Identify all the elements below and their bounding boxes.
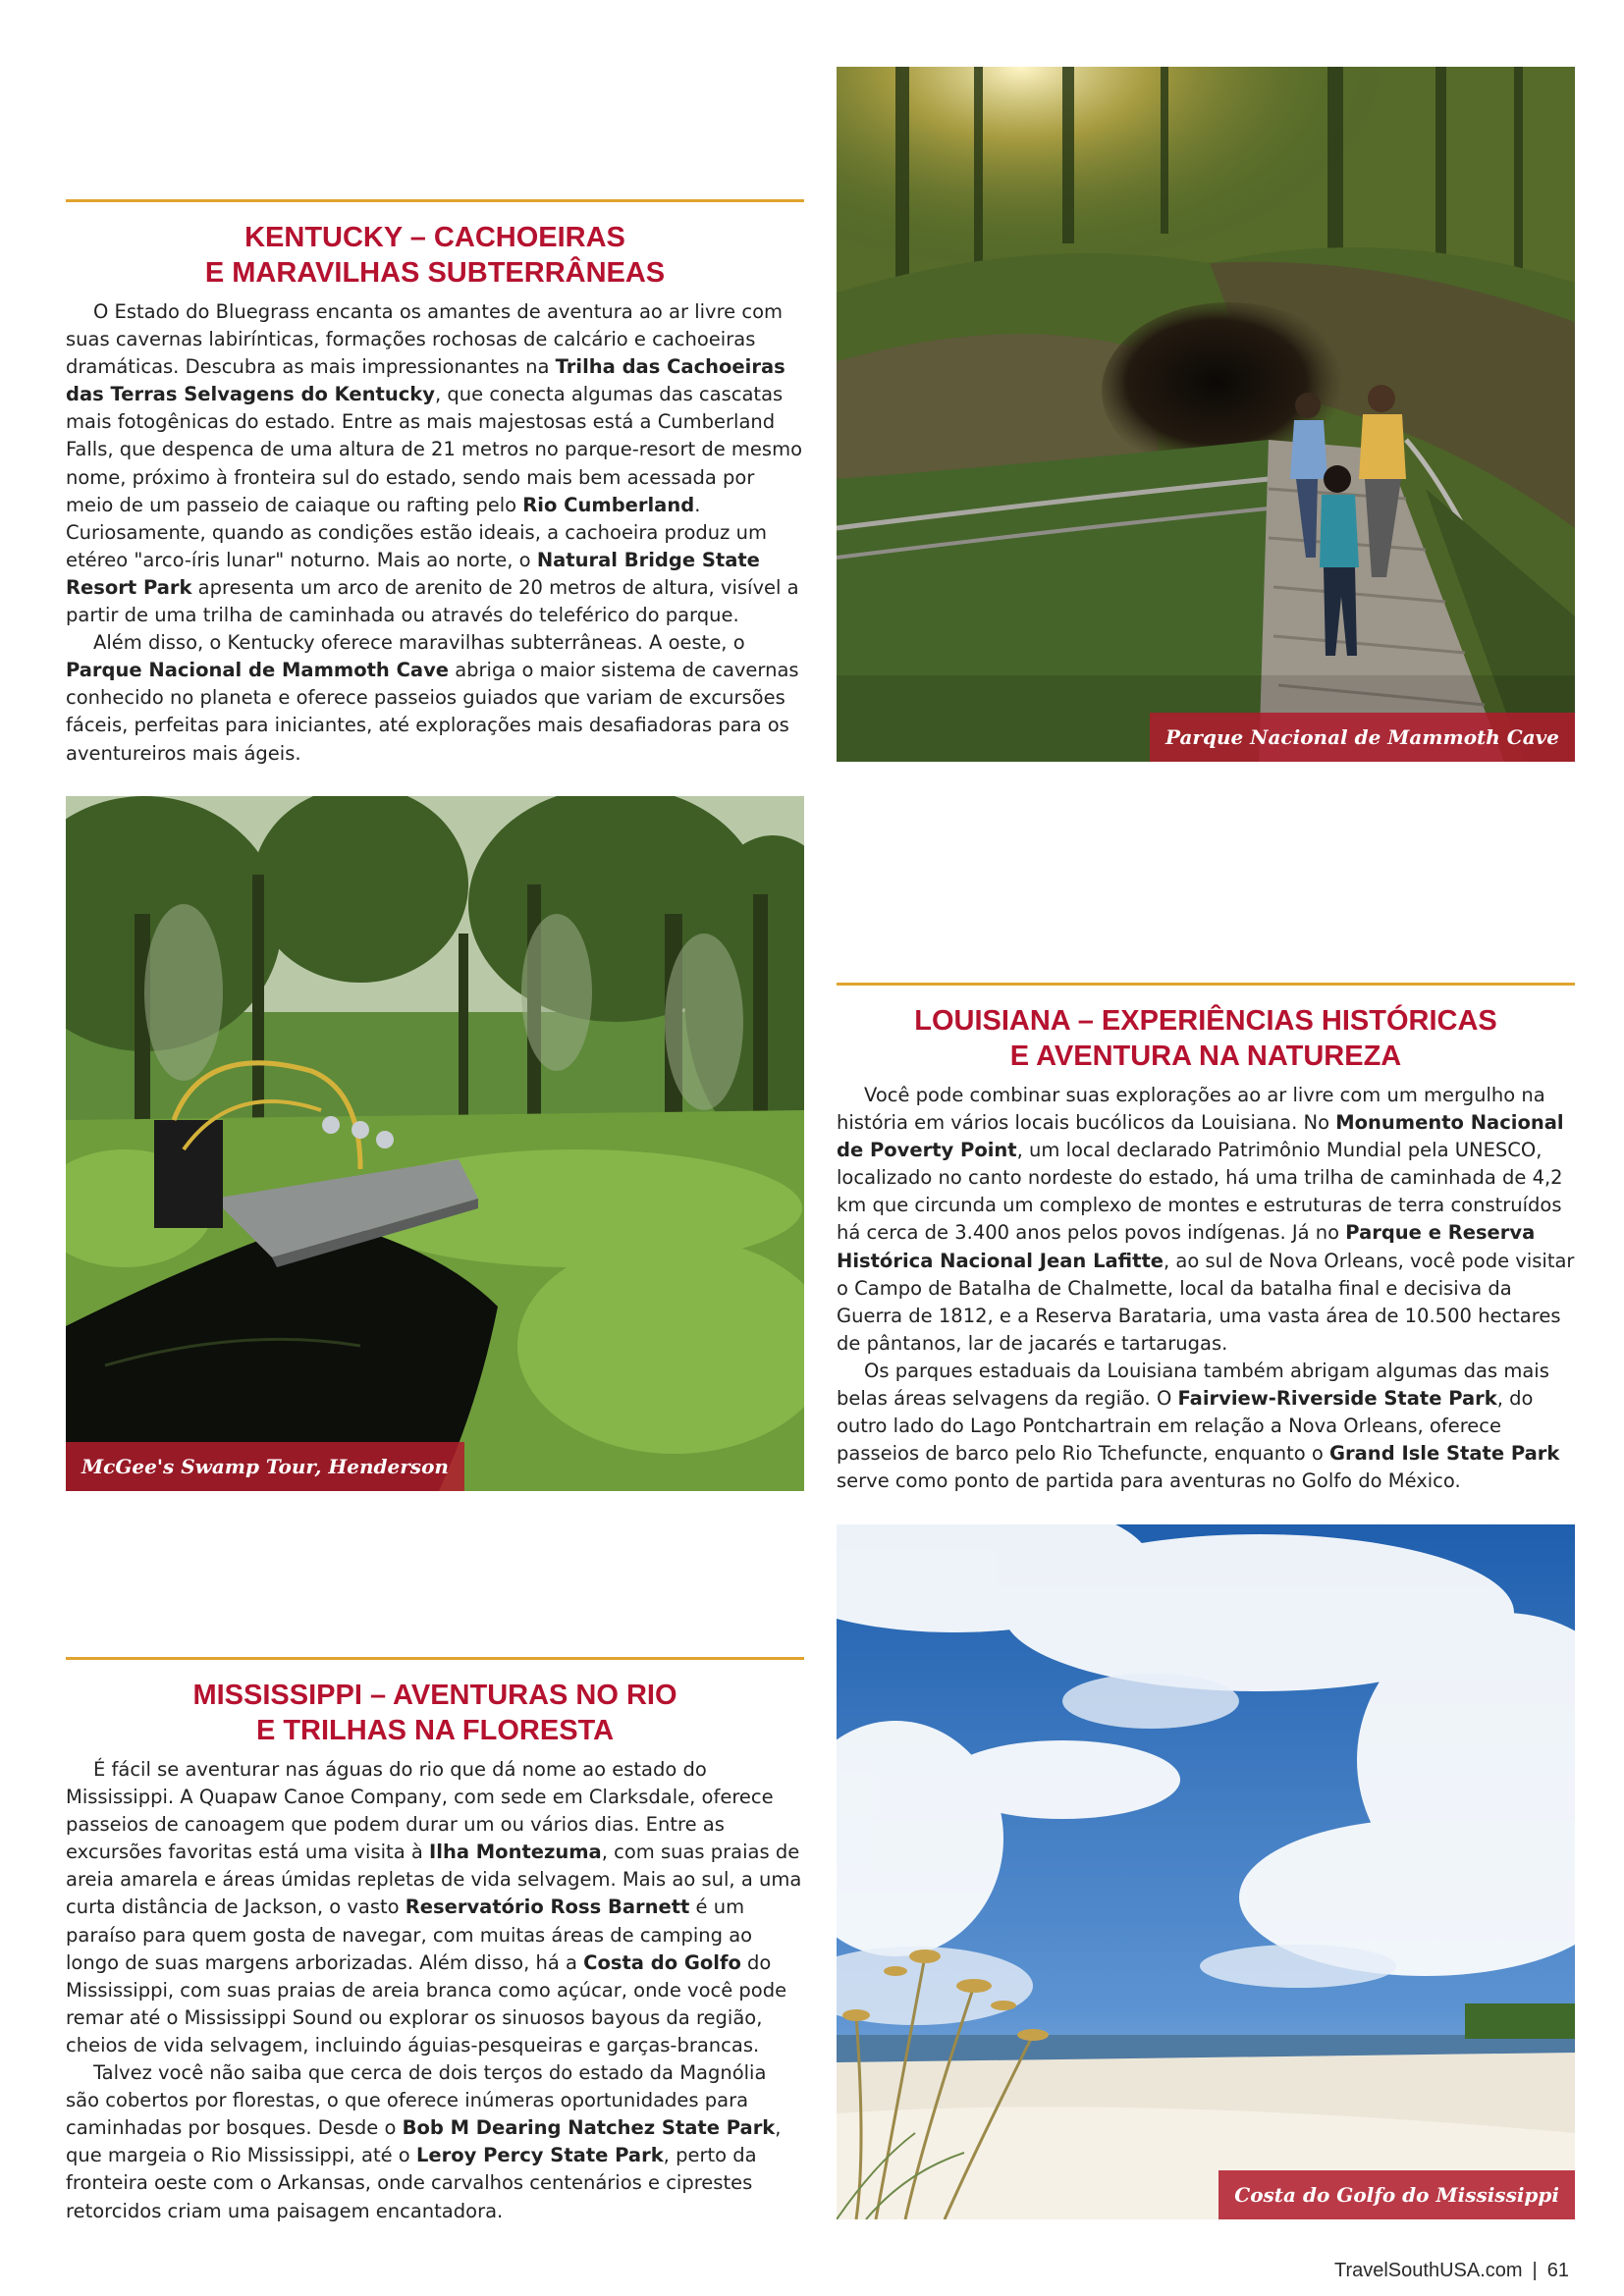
text-run: É fácil se aventurar nas águas do rio que dá nome ao estado do Mississippi. A Quapaw Canoe Company, com sede em Clarksdale, oferece passeios de canoagem que podem durar um ou vários dias. Entre as excursões favoritas está uma visita à	[66, 1758, 774, 1864]
footer-site[interactable]: TravelSouthUSA.com	[1333, 2260, 1523, 2281]
text-run: Você pode combinar suas explorações ao ar livre com um mergulho na história em vários locais bucólicos da Louisiana. No	[837, 1084, 1545, 1135]
park-name: Parque e Reserva Histórica Nacional Jean Lafitte	[837, 1221, 1536, 1272]
text-run: , um local declarado Patrimônio Mundial pela UNESCO, localizado no canto nordeste do estado, há uma trilha de caminhada de 4,2 km que circunda um complexo de montes e estruturas de terra construídos há cerca de 3.400 anos pelos povos indígenas. Já no	[837, 1139, 1563, 1245]
gulf-coast-caption: Costa do Golfo do Mississippi	[1218, 2170, 1575, 2219]
text-run: do Mississippi, com suas praias de areia branca como açúcar, onde você pode remar até o Mississippi Sound ou explorar os sinuosos bayous da região, cheios de vida selvagem, incluindo águias-pesqueiras e garças-brancas.	[66, 1950, 787, 2056]
kentucky-paragraph-1	[66, 298, 804, 629]
mississippi-paragraph-1	[66, 1756, 804, 2059]
louisiana-body	[837, 1082, 1575, 1495]
park-name: Fairview-Riverside State Park	[1177, 1387, 1497, 1411]
mississippi-body	[66, 1756, 804, 2225]
kentucky-section	[66, 220, 804, 768]
beach-illustration	[837, 1524, 1575, 2219]
kentucky-heading	[66, 220, 804, 291]
kentucky-heading-line2: E MARAVILHAS SUBTERRÂNEAS	[204, 257, 666, 289]
kentucky-paragraph-2	[66, 629, 804, 767]
text-run: , que margeia o Rio Mississippi, até o	[66, 2116, 782, 2167]
mississippi-rule	[66, 1657, 804, 1660]
text-run: O Estado do Bluegrass encanta os amantes de aventura ao ar livre com suas cavernas labirínticas, formações rochosas de calcário e cachoeiras dramáticas. Descubra as mais impressionantes na	[66, 300, 784, 379]
text-run: , do outro lado do Lago Pontchartrain em relação a Nova Orleans, oferece passeios de barco pelo Rio Tchefuncte, enquanto o	[837, 1387, 1534, 1466]
text-run: . Curiosamente, quando as condições estão ideais, a cachoeira produz um etéreo "arco-íris lunar" noturno. Mais ao norte, o	[66, 493, 767, 571]
kentucky-body	[66, 298, 804, 768]
text-run: serve como ponto de partida para aventuras no Golfo do México.	[837, 1469, 1461, 1493]
mammoth-cave-photo	[837, 67, 1575, 762]
reservoir-name: Reservatório Ross Barnett	[405, 1896, 690, 1919]
louisiana-heading	[837, 1003, 1575, 1074]
louisiana-rule	[837, 983, 1575, 986]
park-name: Natural Bridge State Resort Park	[66, 548, 760, 599]
mississippi-heading-line2: E TRILHAS NA FLORESTA	[255, 1715, 615, 1746]
river-name: Rio Cumberland	[522, 493, 695, 516]
monument-name: Monumento Nacional de Poverty Point	[837, 1111, 1564, 1162]
mississippi-heading	[66, 1678, 804, 1748]
park-name: Parque Nacional de Mammoth Cave	[66, 659, 449, 682]
coast-name: Costa do Golfo	[583, 1950, 741, 1974]
text-run: Talvez você não saiba que cerca de dois terços do estado da Magnólia são cobertos por florestas, o que oferece inúmeras oportunidades para caminhadas por bosques. Desde o	[66, 2061, 767, 2140]
gulf-coast-photo	[837, 1524, 1575, 2219]
louisiana-heading-line1: LOUISIANA – EXPERIÊNCIAS HISTÓRICAS	[914, 1005, 1497, 1037]
cave-illustration	[837, 67, 1575, 762]
island-name: Ilha Montezuma	[429, 1841, 602, 1864]
louisiana-paragraph-2	[837, 1358, 1575, 1495]
text-run: Além disso, o Kentucky oferece maravilhas subterrâneas. A oeste, o	[93, 631, 745, 655]
text-run: Os parques estaduais da Louisiana também abrigam algumas das mais belas áreas selvagens da região. O	[837, 1359, 1549, 1411]
park-name: Bob M Dearing Natchez State Park	[402, 2116, 776, 2140]
kentucky-rule	[66, 199, 804, 202]
louisiana-heading-line2: E AVENTURA NA NATUREZA	[1009, 1041, 1402, 1072]
mississippi-paragraph-2	[66, 2059, 804, 2225]
text-run: , perto da fronteira oeste com o Arkansas, onde carvalhos centenários e ciprestes retorcidos criam uma paisagem encantadora.	[66, 2144, 757, 2222]
footer-separator: |	[1532, 2260, 1538, 2281]
text-run: , que conecta algumas das cascatas mais fotogênicas do estado. Entre as mais majestosas está a Cumberland Falls, que despenca de uma altura de 21 metros no parque-resort de mesmo nome, próximo à fronteira sul do estado, sendo mais bem acessada por meio de um passeio de caiaque ou rafting pelo	[66, 383, 802, 516]
mississippi-section	[66, 1678, 804, 2225]
page-footer	[1334, 2260, 1569, 2282]
text-run: abriga o maior sistema de cavernas conhecido no planeta e oferece passeios guiados que variam de excursões fáceis, perfeitas para iniciantes, até explorações mais desafiadoras para os aventureiros mais ágeis.	[66, 659, 799, 765]
kentucky-heading-line1: KENTUCKY – CACHOEIRAS	[244, 222, 625, 253]
swamp-illustration	[66, 796, 804, 1491]
mississippi-heading-line1: MISSISSIPPI – AVENTURAS NO RIO	[192, 1680, 677, 1711]
page-number: 61	[1546, 2260, 1569, 2281]
mammoth-cave-caption: Parque Nacional de Mammoth Cave	[1150, 713, 1575, 762]
louisiana-section	[837, 1003, 1575, 1495]
text-run: , com suas praias de areia amarela e áreas úmidas repletas de vida selvagem. Mais ao sul, a uma curta distância de Jackson, o vasto	[66, 1841, 802, 1919]
trail-name: Trilha das Cachoeiras das Terras Selvagens do Kentucky	[66, 355, 785, 406]
park-name: Grand Isle State Park	[1329, 1442, 1560, 1466]
swamp-tour-caption: McGee's Swamp Tour, Henderson	[66, 1442, 464, 1491]
text-run: , ao sul de Nova Orleans, você pode visitar o Campo de Batalha de Chalmette, local da batalha final e decisiva da Guerra de 1812, e a Reserva Barataria, uma vasta área de 10.500 hectares de pântanos, lar de jacarés e tartarugas.	[837, 1249, 1575, 1355]
text-run: apresenta um arco de arenito de 20 metros de altura, visível a partir de uma trilha de caminhada ou através do teleférico do parque.	[66, 575, 799, 627]
swamp-tour-photo	[66, 796, 804, 1491]
text-run: é um paraíso para quem gosta de navegar, com muitas áreas de camping ao longo de suas margens arborizadas. Além disso, há a	[66, 1896, 753, 1974]
louisiana-paragraph-1	[837, 1082, 1575, 1358]
park-name: Leroy Percy State Park	[415, 2144, 664, 2167]
